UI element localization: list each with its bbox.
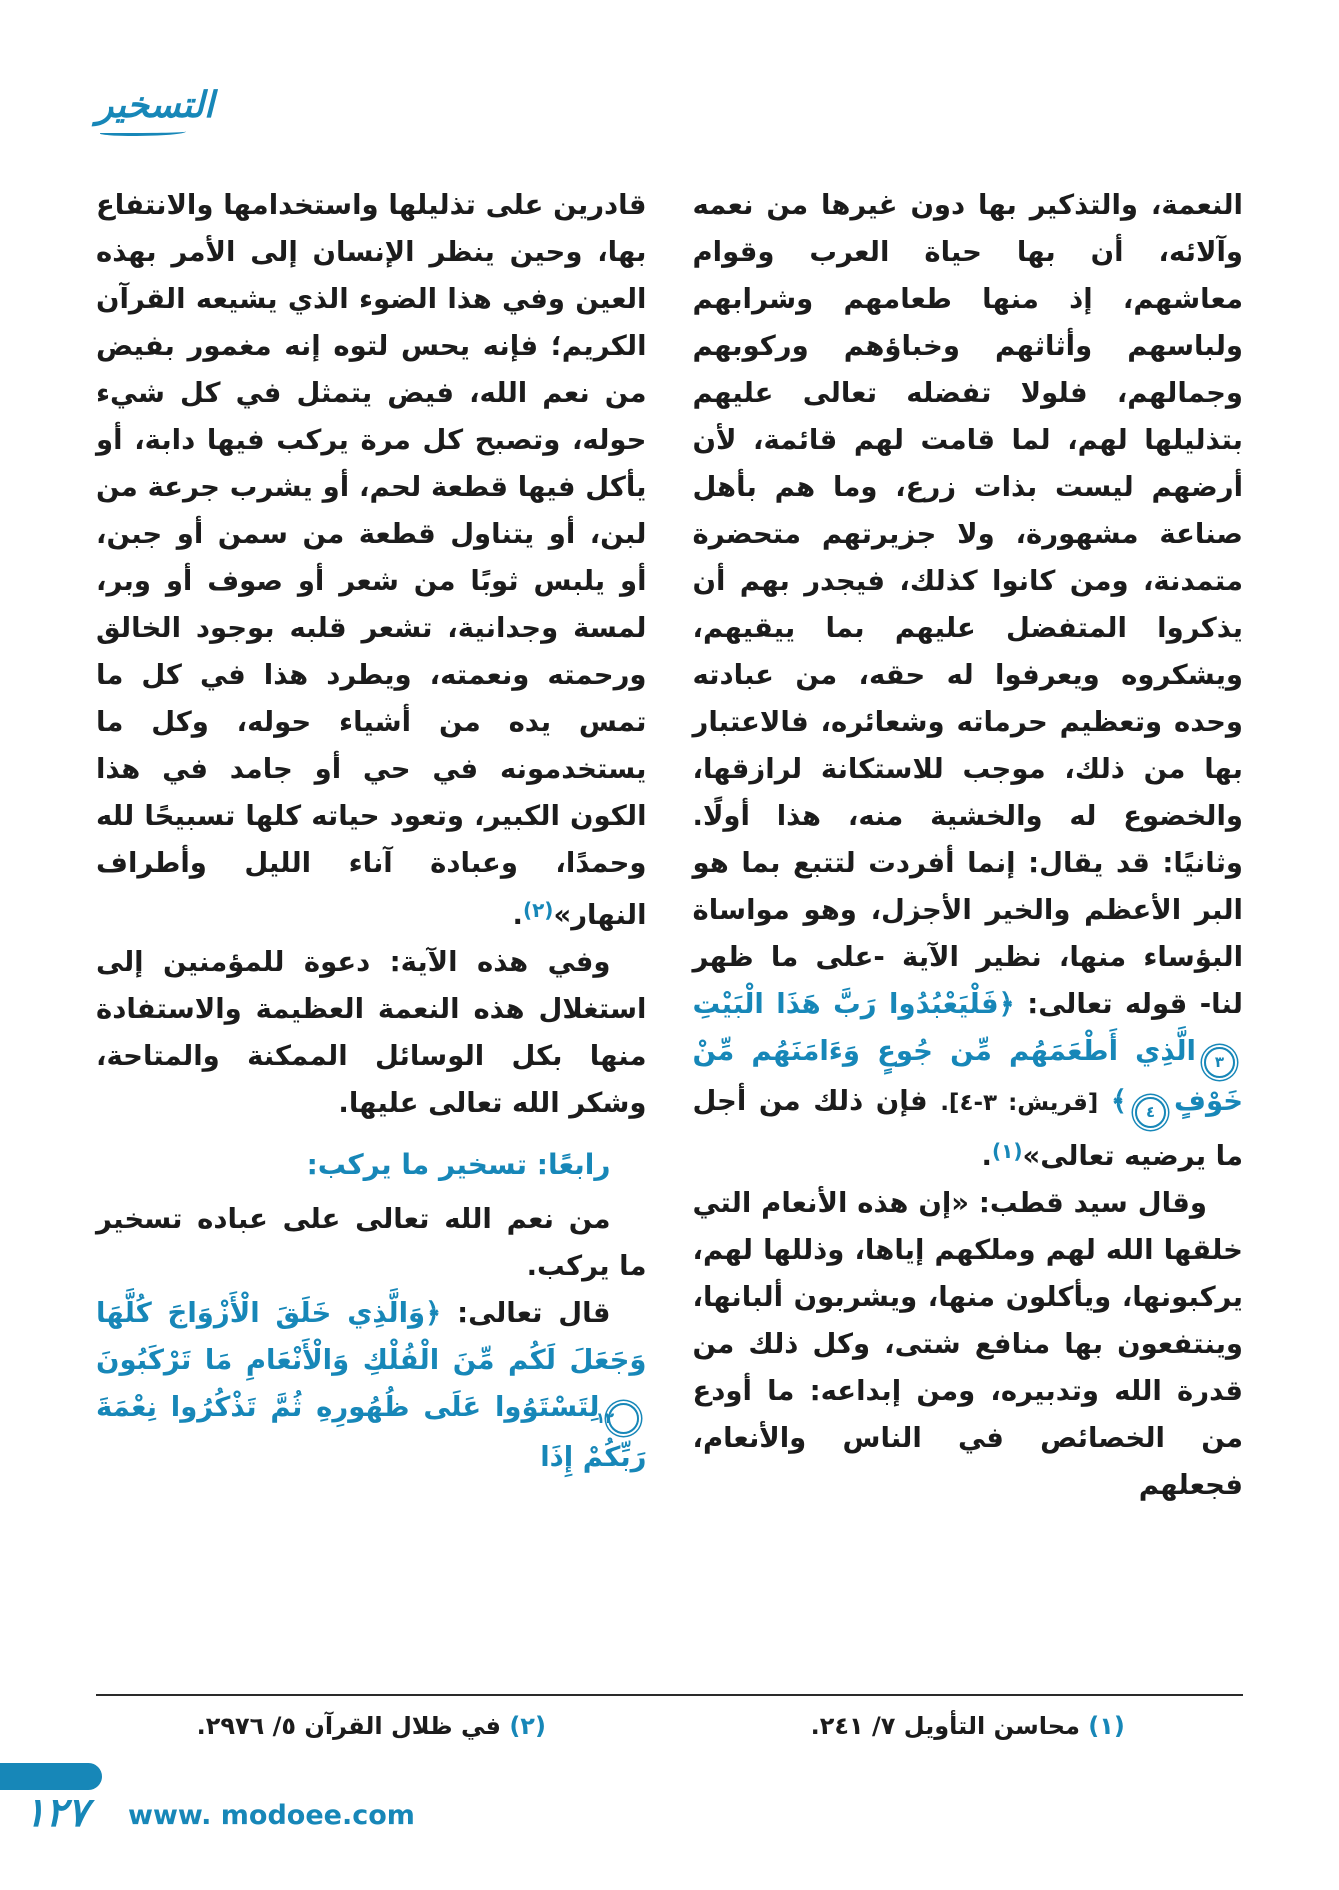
paragraph: [96, 939, 647, 1127]
chapter-title: التسخير: [96, 85, 214, 126]
page-edge-tab: [0, 1763, 102, 1790]
body-text: من نعم الله تعالى على عباده تسخير ما يركب.: [96, 1203, 647, 1282]
footnote-number: (٢): [509, 1712, 546, 1740]
body-text: النعمة، والتذكير بها دون غيرها من نعمه وآلائه، أن بها حياة العرب وقوام معاشهم، إذ منها طعامهم وشرابهم ولباسهم وأثاثهم وخباؤهم وركوبهم وجمالهم، فلولا تفضله تعالى عليهم بتذليلها لهم، لما قامت لهم قائمة، لأن أرضهم ليست بذات زرع، وما هم بأهل صناعة مشهورة، ولا جزيرتهم متحضرة متمدنة، ومن كانوا كذلك، فيجدر بهم أن يذكروا المتفضل عليهم بما ييقيهم، ويشكروه ويعرفوا له حقه، من عبادته وحده وتعظيم حرماته وشعائره، فالاعتبار بها من ذلك، موجب للاستكانة لرازقها، والخضوع له والخشية منه، هذا أولًا. وثانيًا: قد يقال: إنما أفردت لتتبع بما هو البر الأعظم والخير الأجزل، وهو مواساة البؤساء منها، نظير الآية -على ما ظهر لنا- قوله تعالى:: [692, 189, 1244, 1020]
verse-text: فَلْيَعْبُدُوا رَبَّ هَذَا الْبَيْتِ: [692, 988, 999, 1020]
paragraph-continuation: [96, 182, 647, 939]
verse-text: وَالَّذِي خَلَقَ الْأَزْوَاجَ كُلَّهَا وَجَعَلَ لَكُم مِّنَ الْفُلْكِ وَالْأَنْعَامِ مَا تَرْكَبُونَ: [96, 1297, 647, 1376]
paragraph: [693, 1180, 1244, 1509]
footnote-number: (١): [1088, 1712, 1125, 1740]
verse-close-bracket: ﴾: [1110, 1085, 1128, 1117]
columns: [96, 182, 1243, 1509]
footnote-marker-2: (٢): [522, 898, 554, 922]
footnote-text: في ظلال القرآن ٥/ ٢٩٧٦.: [196, 1712, 501, 1740]
chapter-header: [96, 86, 214, 136]
ayah-number-badge: ٤: [1135, 1097, 1166, 1128]
body-text: .: [981, 1140, 992, 1172]
section-heading: رابعًا: تسخير ما يركب:: [306, 1148, 611, 1181]
website-url: www. modoee.com: [128, 1800, 415, 1831]
verse-reference: [قريش: ٣-٤].: [940, 1090, 1099, 1116]
body-text: وفي هذه الآية: دعوة للمؤمنين إلى استغلال هذه النعمة العظيمة والاستفادة منها بكل الوسائل الممكنة والمتاحة، وشكر الله تعالى عليها.: [96, 946, 647, 1119]
right-column: [693, 182, 1244, 1509]
ayah-number-badge: ٣: [1204, 1047, 1235, 1078]
ayah-number-badge: ١٢: [608, 1403, 639, 1434]
body-text: .: [512, 899, 523, 931]
footnote-row: [96, 1712, 1243, 1740]
body-text: قادرين على تذليلها واستخدامها والانتفاع بها، وحين ينظر الإنسان إلى الأمر بهذه العين وفي هذا الضوء الذي يشيعه القرآن الكريم؛ فإنه يحس لتوه إنه مغمور بفيض من نعم الله، فيض يتمثل في كل شيء حوله، وتصبح كل مرة يركب فيها دابة، أو يأكل فيها قطعة لحم، أو يشرب جرعة من لبن، أو يتناول قطعة من سمن أو جبن، أو يلبس ثوبًا من شعر أو صوف أو وبر، لمسة وجدانية، تشعر قلبه بوجود الخالق ورحمته ونعمته، ويطرد هذا في كل ما تمس يده من أشياء حوله، وكل ما يستخدمونه في حي أو جامد في هذا الكون الكبير، وتعود حياته كلها تسبيحًا لله وحمدًا، وعبادة آناء الليل وأطراف النهار»: [96, 189, 647, 931]
paragraph: [96, 1290, 647, 1481]
paragraph-continuation: [693, 182, 1244, 1180]
footnote-marker-1: (١): [992, 1139, 1023, 1163]
verse-text: لِتَسْتَوُوا عَلَى ظُهُورِهِ ثُمَّ تَذْكُرُوا نِعْمَةَ رَبِّكُمْ إِذَا: [96, 1391, 647, 1473]
left-column: [96, 182, 647, 1509]
footnote-text: محاسن التأويل ٧/ ٢٤١.: [810, 1712, 1080, 1740]
paragraph: [96, 1196, 647, 1290]
verse-text: الَّذِي أَطْعَمَهُم مِّن جُوعٍ وَءَامَنَهُم مِّنْ خَوْفٍ: [692, 1035, 1244, 1117]
footnote-area: [96, 1694, 1243, 1740]
body-text: قال تعالى:: [457, 1297, 611, 1329]
page-number: ١٢٧: [24, 1790, 89, 1836]
verse-open-bracket: ﴿: [998, 988, 1015, 1020]
chapter-title-underline: [100, 129, 186, 136]
body-text: فإن ذلك من أجل ما يرضيه تعالى»: [692, 1085, 1243, 1172]
body-text: وقال سيد قطب: «إن هذه الأنعام التي خلقها الله لهم وملكهم إياها، وذللها لهم، يركبونها، ويأكلون منها، ويشربون ألبانها، وينتفعون بها منافع شتى، وكل ذلك من قدرة الله وتدبيره، ومن إبداعه: ما أودع من الخصائص في الناس والأنعام، فجعلهم: [692, 1187, 1243, 1501]
verse-open-bracket: ﴿: [425, 1297, 442, 1329]
footnote-1: [693, 1712, 1244, 1740]
footnote-2: [96, 1712, 647, 1740]
page-body: [96, 182, 1243, 1509]
